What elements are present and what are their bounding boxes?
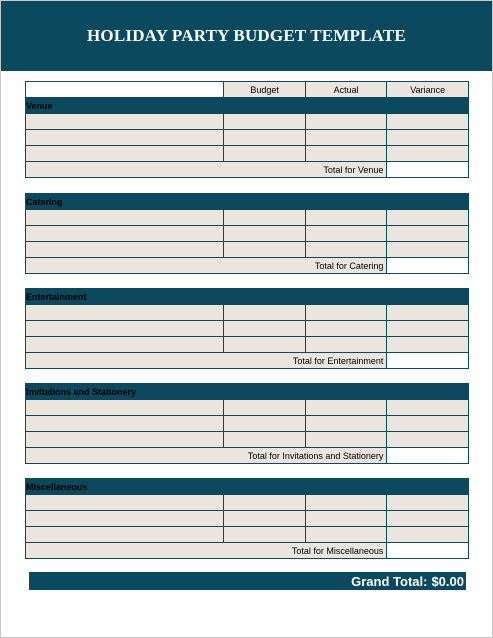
section-title-miscellaneous: Miscellaneous xyxy=(26,479,469,495)
variance-cell[interactable] xyxy=(387,400,469,416)
total-label-catering: Total for Catering xyxy=(26,258,387,274)
page-title: HOLIDAY PARTY BUDGET TEMPLATE xyxy=(87,26,406,45)
variance-cell[interactable] xyxy=(387,210,469,226)
budget-cell[interactable] xyxy=(224,511,306,527)
total-value-cell[interactable] xyxy=(387,258,469,274)
actual-cell[interactable] xyxy=(305,511,387,527)
total-label-miscellaneous: Total for Miscellaneous xyxy=(26,543,387,559)
actual-cell[interactable] xyxy=(305,400,387,416)
actual-cell[interactable] xyxy=(305,527,387,543)
table-row xyxy=(26,305,469,321)
total-row xyxy=(26,162,469,178)
item-cell[interactable] xyxy=(26,114,224,130)
column-header-budget: Budget xyxy=(224,82,306,98)
actual-cell[interactable] xyxy=(305,432,387,448)
grand-total-bar xyxy=(29,572,466,590)
table-row xyxy=(26,210,469,226)
column-header-item xyxy=(26,82,224,98)
item-cell[interactable] xyxy=(26,337,224,353)
total-row xyxy=(26,448,469,464)
actual-cell[interactable] xyxy=(305,226,387,242)
table-row xyxy=(26,242,469,258)
section-title-invitations: Invitations and Stationery xyxy=(26,384,469,400)
item-cell[interactable] xyxy=(26,432,224,448)
miscellaneous-table xyxy=(25,478,469,559)
budget-cell[interactable] xyxy=(224,146,306,162)
grand-total-label: Grand Total: xyxy=(351,573,428,589)
entertainment-table xyxy=(25,288,469,369)
budget-cell[interactable] xyxy=(224,210,306,226)
table-row xyxy=(26,511,469,527)
table-row xyxy=(26,400,469,416)
section-title-entertainment: Entertainment xyxy=(26,289,469,305)
budget-cell[interactable] xyxy=(224,130,306,146)
table-row xyxy=(26,495,469,511)
variance-cell[interactable] xyxy=(387,337,469,353)
total-value-cell[interactable] xyxy=(387,162,469,178)
budget-cell[interactable] xyxy=(224,432,306,448)
variance-cell[interactable] xyxy=(387,511,469,527)
variance-cell[interactable] xyxy=(387,432,469,448)
actual-cell[interactable] xyxy=(305,495,387,511)
column-header-actual: Actual xyxy=(305,82,387,98)
total-label-venue: Total for Venue xyxy=(26,162,387,178)
actual-cell[interactable] xyxy=(305,210,387,226)
variance-cell[interactable] xyxy=(387,130,469,146)
table-row xyxy=(26,226,469,242)
total-row xyxy=(26,543,469,559)
grand-total-value: $0.00 xyxy=(431,573,464,589)
table-row xyxy=(26,130,469,146)
table-row xyxy=(26,416,469,432)
item-cell[interactable] xyxy=(26,321,224,337)
total-value-cell[interactable] xyxy=(387,353,469,369)
variance-cell[interactable] xyxy=(387,305,469,321)
invitations-table xyxy=(25,383,469,464)
item-cell[interactable] xyxy=(26,146,224,162)
item-cell[interactable] xyxy=(26,495,224,511)
budget-cell[interactable] xyxy=(224,114,306,130)
total-label-invitations: Total for Invitations and Stationery xyxy=(26,448,387,464)
item-cell[interactable] xyxy=(26,527,224,543)
budget-cell[interactable] xyxy=(224,321,306,337)
item-cell[interactable] xyxy=(26,242,224,258)
budget-cell[interactable] xyxy=(224,416,306,432)
catering-table xyxy=(25,193,469,274)
budget-cell[interactable] xyxy=(224,305,306,321)
total-row xyxy=(26,353,469,369)
total-value-cell[interactable] xyxy=(387,448,469,464)
item-cell[interactable] xyxy=(26,130,224,146)
item-cell[interactable] xyxy=(26,226,224,242)
budget-cell[interactable] xyxy=(224,400,306,416)
table-row xyxy=(26,321,469,337)
actual-cell[interactable] xyxy=(305,416,387,432)
actual-cell[interactable] xyxy=(305,321,387,337)
item-cell[interactable] xyxy=(26,305,224,321)
actual-cell[interactable] xyxy=(305,146,387,162)
column-header-variance: Variance xyxy=(387,82,469,98)
venue-table xyxy=(25,81,469,178)
section-title-venue: Venue xyxy=(26,98,469,114)
actual-cell[interactable] xyxy=(305,337,387,353)
variance-cell[interactable] xyxy=(387,226,469,242)
actual-cell[interactable] xyxy=(305,130,387,146)
budget-cell[interactable] xyxy=(224,242,306,258)
actual-cell[interactable] xyxy=(305,305,387,321)
variance-cell[interactable] xyxy=(387,416,469,432)
item-cell[interactable] xyxy=(26,416,224,432)
item-cell[interactable] xyxy=(26,511,224,527)
variance-cell[interactable] xyxy=(387,146,469,162)
budget-cell[interactable] xyxy=(224,226,306,242)
variance-cell[interactable] xyxy=(387,527,469,543)
item-cell[interactable] xyxy=(26,210,224,226)
table-row xyxy=(26,146,469,162)
table-row xyxy=(26,432,469,448)
variance-cell[interactable] xyxy=(387,321,469,337)
budget-cell[interactable] xyxy=(224,337,306,353)
budget-cell[interactable] xyxy=(224,527,306,543)
table-row xyxy=(26,337,469,353)
variance-cell[interactable] xyxy=(387,495,469,511)
budget-cell[interactable] xyxy=(224,495,306,511)
actual-cell[interactable] xyxy=(305,242,387,258)
variance-cell[interactable] xyxy=(387,242,469,258)
column-header-row xyxy=(26,82,469,98)
title-banner xyxy=(1,1,492,71)
variance-cell[interactable] xyxy=(387,114,469,130)
table-row xyxy=(26,527,469,543)
total-value-cell[interactable] xyxy=(387,543,469,559)
actual-cell[interactable] xyxy=(305,114,387,130)
total-label-entertainment: Total for Entertainment xyxy=(26,353,387,369)
total-row xyxy=(26,258,469,274)
item-cell[interactable] xyxy=(26,400,224,416)
table-row xyxy=(26,114,469,130)
section-title-catering: Catering xyxy=(26,194,469,210)
